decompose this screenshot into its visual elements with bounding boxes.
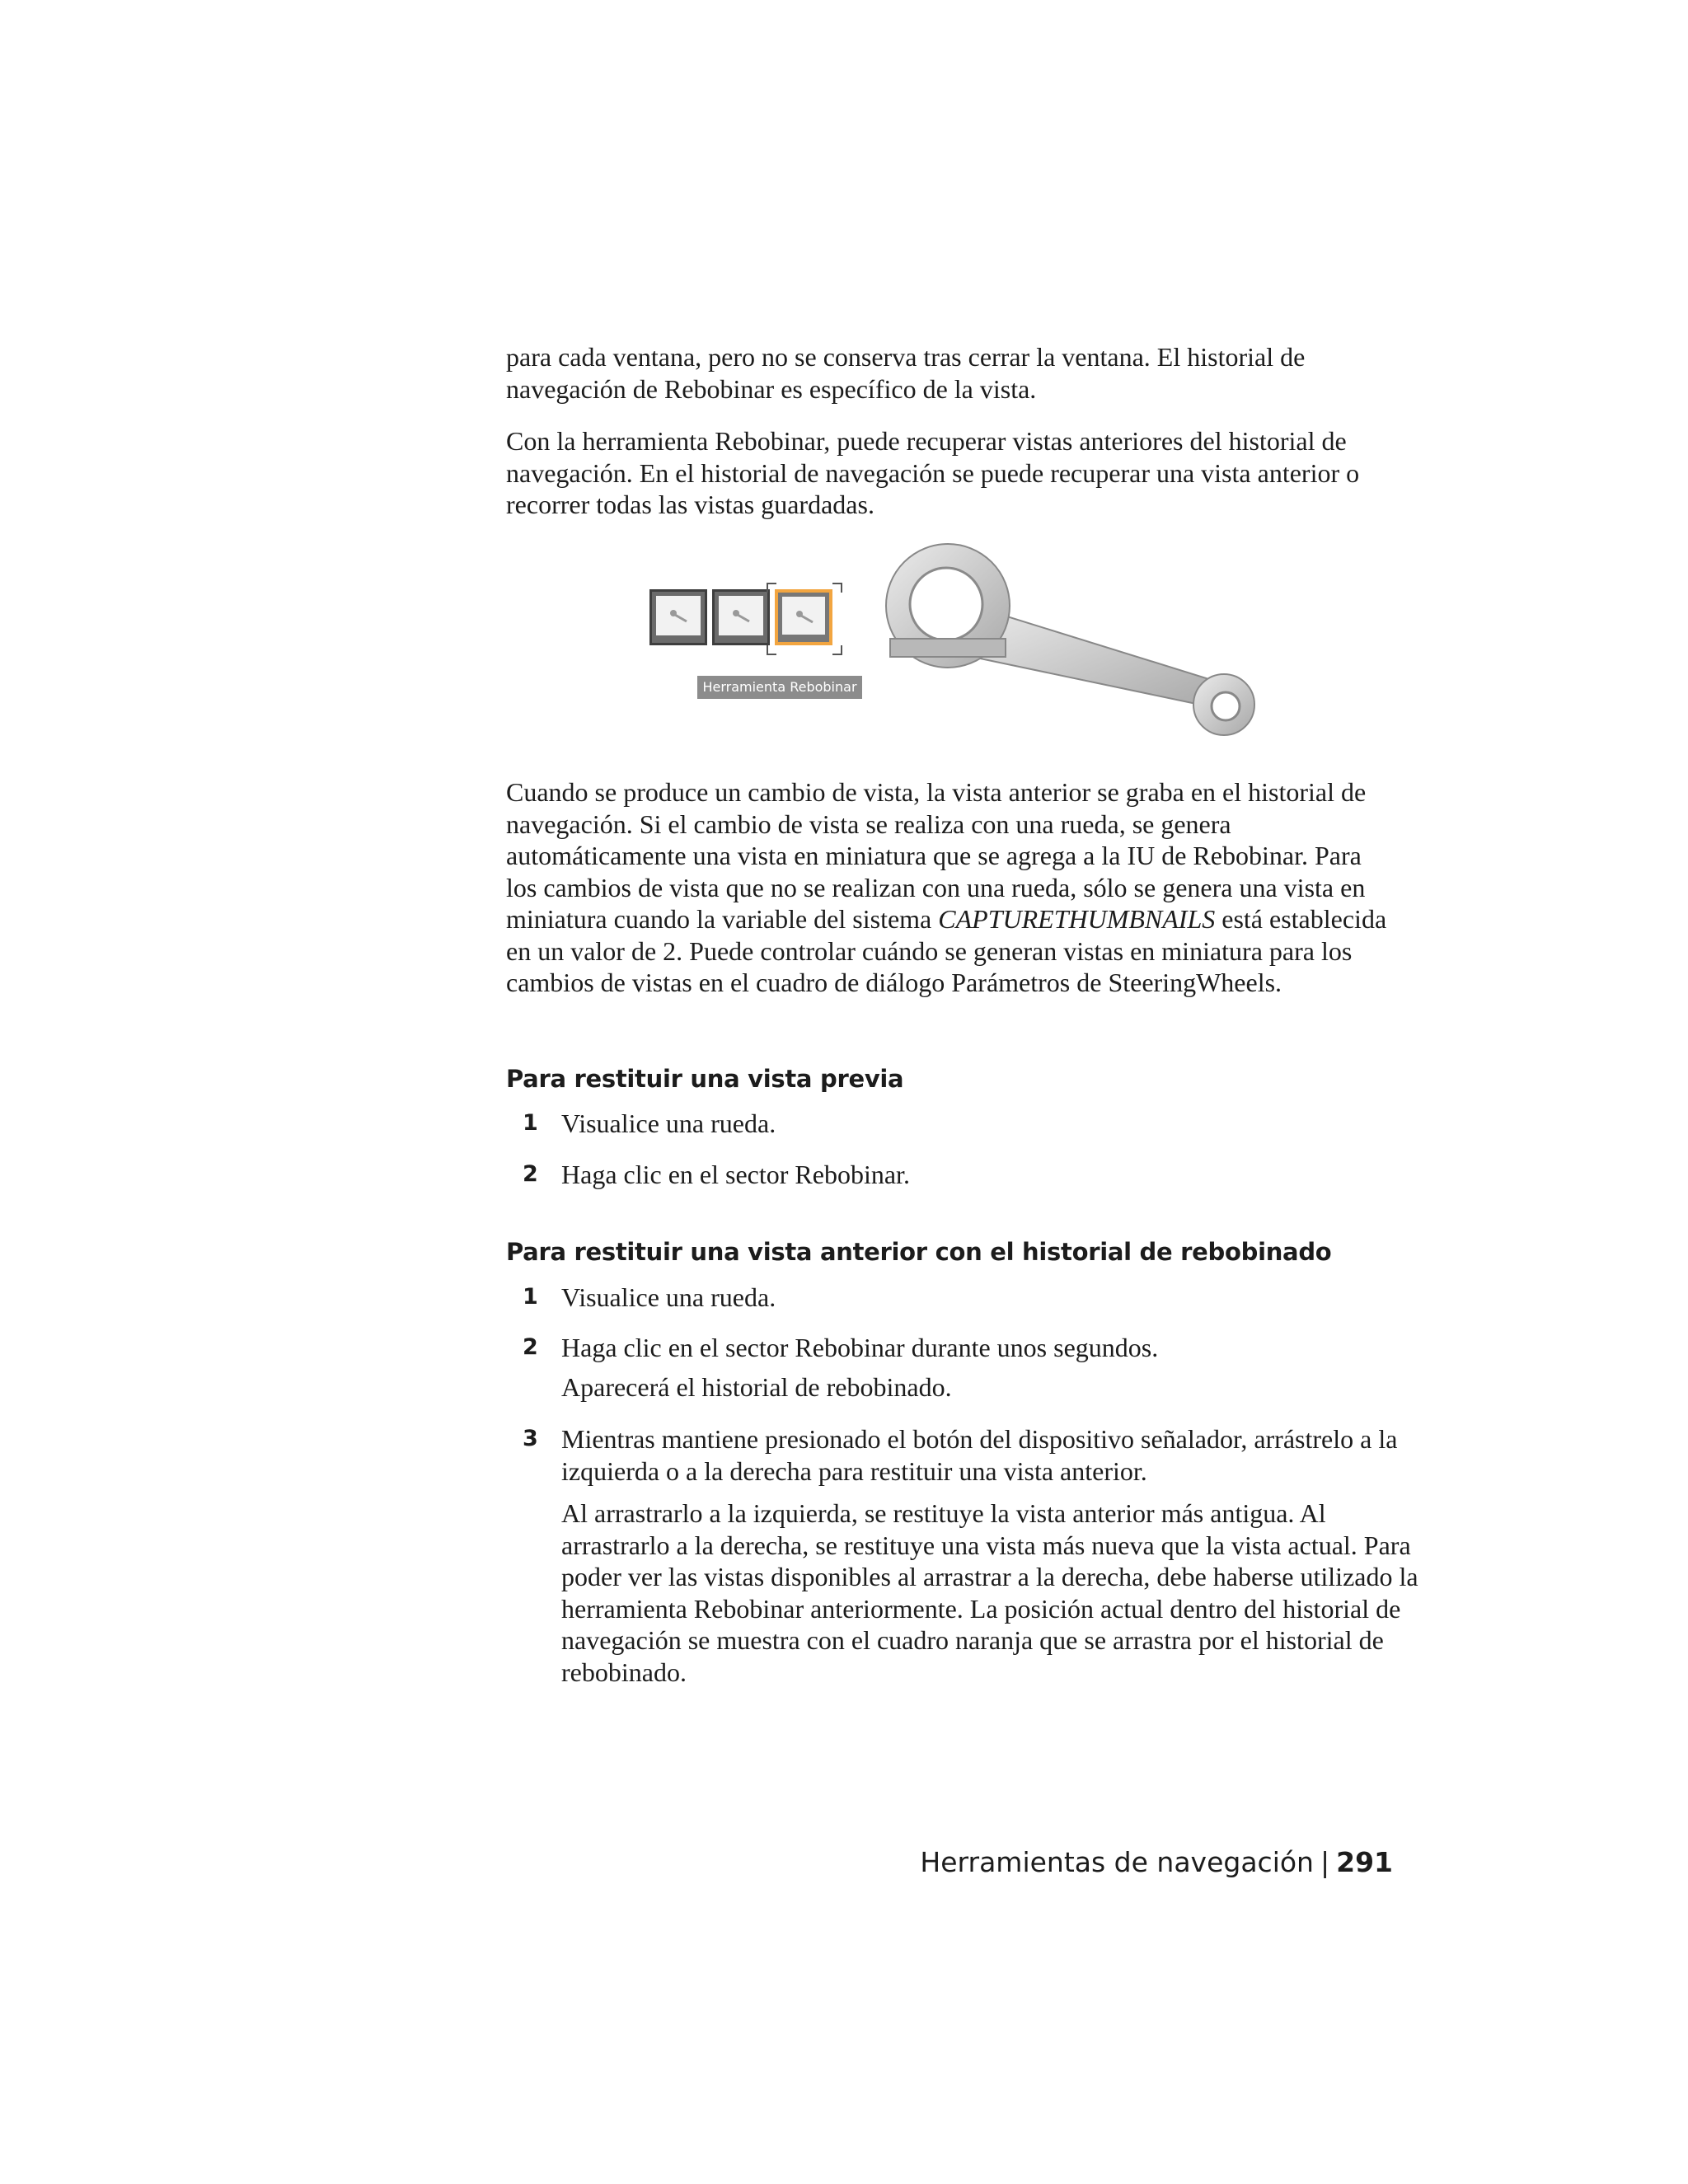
section-heading-2: Para restituir una vista anterior con el historial de rebobinado [506, 1238, 1332, 1266]
rewind-thumbnail-current [775, 589, 832, 645]
body-paragraph: Cuando se produce un cambio de vista, la vista anterior se graba en el historial de navegación. Si el cambio de vista se realiza con una rueda, se genera automáticamente una vista en miniatura que se agrega a la IU de Rebobinar. Para los cambios de vista que no se realizan con una rueda, sólo se genera una vista en miniatura cuando la variable del sistema CAPTURETHUMBNAILS está establecida en un valor de 2. Puede controlar cuándo se generan vistas en miniatura para los cambios de vistas en el cuadro de diálogo Parámetros de SteeringWheels. [506, 777, 1387, 997]
rewind-thumbnail-1 [649, 589, 707, 645]
system-variable: CAPTURETHUMBNAILS [938, 904, 1216, 934]
section-heading-1: Para restituir una vista previa [506, 1065, 904, 1093]
page-number: 291 [1336, 1846, 1393, 1878]
footer-title: Herramientas de navegación [920, 1846, 1314, 1878]
step-note: Aparecerá el historial de rebobinado. [561, 1372, 952, 1402]
page-footer [920, 1846, 1393, 1878]
connecting-rod-illustration [874, 540, 1269, 762]
intro-paragraph-1: para cada ventana, pero no se conserva tras cerrar la ventana. El historial de navegación de Rebobinar es específico de la vista. [506, 342, 1306, 404]
step-note: Al arrastrarlo a la izquierda, se restituye la vista anterior más antigua. Al arrastrarlo a la derecha, se restituye una vista más nueva que la vista actual. Para poder ver las vistas disponibles al arrastrar a la derecha, debe haberse utilizado la herramienta Rebobinar anteriormente. La posición actual dentro del historial de navegación se muestra con el cuadro naranja que se arrastra por el historial de rebobinado. [561, 1498, 1418, 1687]
intro-paragraph-2: Con la herramienta Rebobinar, puede recuperar vistas anteriores del historial de navegación. En el historial de navegación se puede recuperar una vista anterior o recorrer todas las vistas guardadas. [506, 426, 1360, 519]
footer-separator: | [1320, 1846, 1330, 1878]
rewind-thumbnail-2 [712, 589, 770, 645]
bracket-bottom-right [832, 645, 842, 655]
rewind-tool-figure [643, 540, 1269, 762]
bracket-top-left [767, 583, 776, 593]
rewind-tooltip: Herramienta Rebobinar [697, 676, 862, 699]
bracket-top-right [832, 583, 842, 593]
bracket-bottom-left [767, 645, 776, 655]
